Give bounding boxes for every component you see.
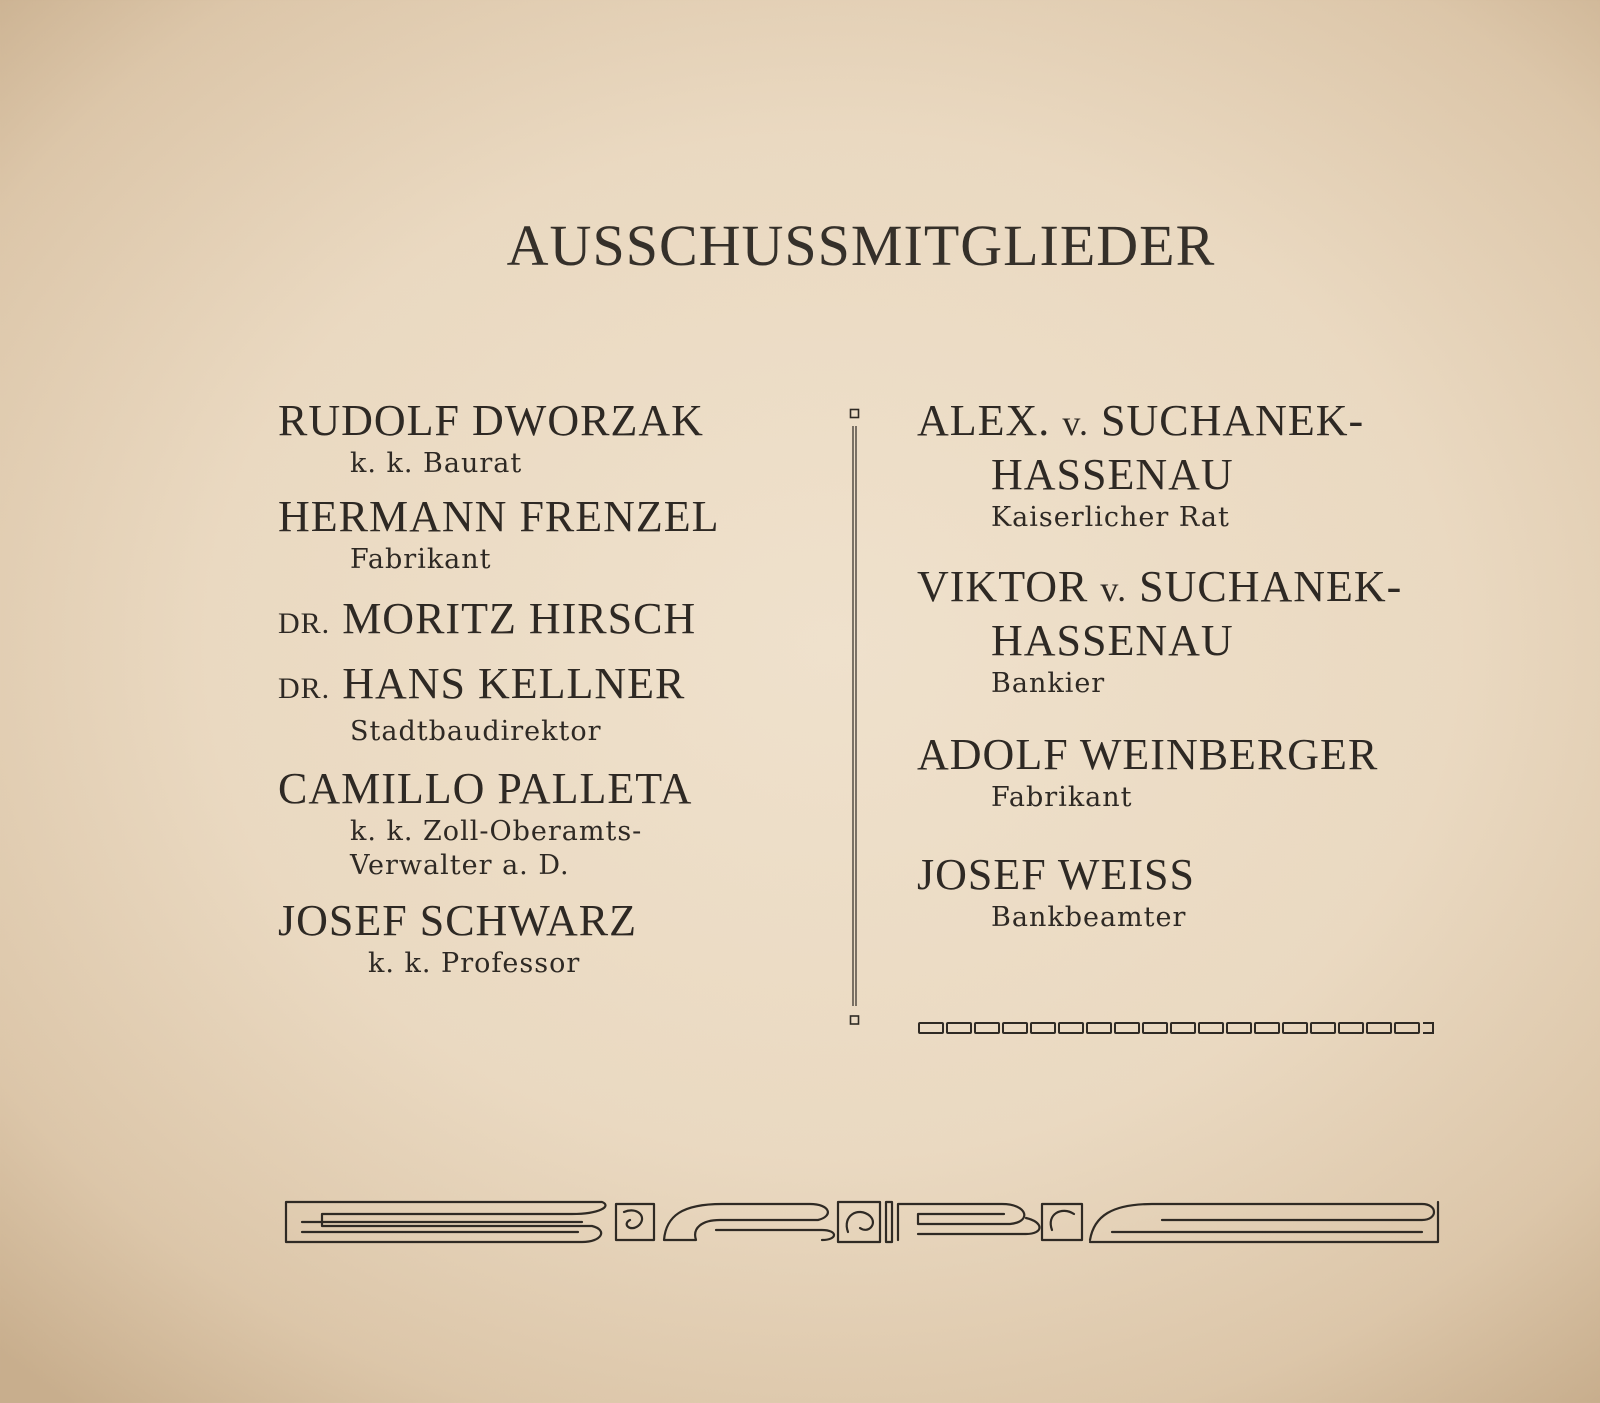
member-entry: [917, 561, 1477, 701]
member-name-part: SUCHANEK-: [1139, 562, 1403, 611]
member-name-line2: HASSENAU: [991, 616, 1234, 665]
member-entry: [278, 593, 798, 650]
member-name: JOSEF SCHWARZ: [278, 896, 637, 945]
right-member-column: [917, 395, 1477, 935]
member-role: Stadtbaudirektor: [350, 716, 602, 747]
member-role-line: Verwalter a. D.: [350, 850, 570, 881]
member-entry: [278, 395, 798, 481]
member-name: HANS KELLNER: [342, 659, 686, 708]
member-entry: [278, 895, 798, 981]
chain-border-ornament: [918, 1021, 1434, 1035]
member-entry: [278, 658, 798, 749]
member-name: JOSEF WEISS: [917, 850, 1195, 899]
member-name: RUDOLF DWORZAK: [278, 396, 704, 445]
nobility-particle: v.: [1062, 403, 1089, 443]
page-title: AUSSCHUSSMITGLIEDER: [506, 213, 1216, 278]
member-role: k. k. Baurat: [350, 448, 523, 479]
member-role: Fabrikant: [350, 544, 492, 575]
member-name: ADOLF WEINBERGER: [917, 730, 1379, 779]
member-name: CAMILLO PALLETA: [278, 764, 693, 813]
column-divider: [848, 408, 862, 1028]
member-entry: [917, 849, 1477, 935]
member-name: MORITZ HIRSCH: [342, 594, 697, 643]
member-role: Bankbeamter: [991, 902, 1187, 933]
member-role-line: k. k. Zoll-Oberamts-: [350, 816, 643, 847]
left-member-column: [278, 395, 798, 981]
member-entry: [278, 763, 798, 883]
member-name-line2: HASSENAU: [991, 450, 1234, 499]
member-entry: [917, 395, 1477, 535]
member-role: Fabrikant: [991, 782, 1133, 813]
member-name-part: SUCHANEK-: [1100, 396, 1365, 445]
member-entry: [278, 491, 798, 577]
member-role: Kaiserlicher Rat: [991, 502, 1230, 533]
nobility-particle: v.: [1100, 569, 1128, 609]
title-prefix: DR.: [278, 672, 331, 705]
member-entry: [917, 729, 1477, 815]
member-role: Bankier: [991, 668, 1106, 699]
member-name-part: VIKTOR: [917, 562, 1089, 611]
title-prefix: DR.: [278, 607, 331, 640]
member-role: k. k. Professor: [368, 948, 581, 979]
member-name-part: ALEX.: [917, 396, 1051, 445]
footer-ornament: [282, 1196, 1442, 1248]
member-name: HERMANN FRENZEL: [278, 492, 720, 541]
